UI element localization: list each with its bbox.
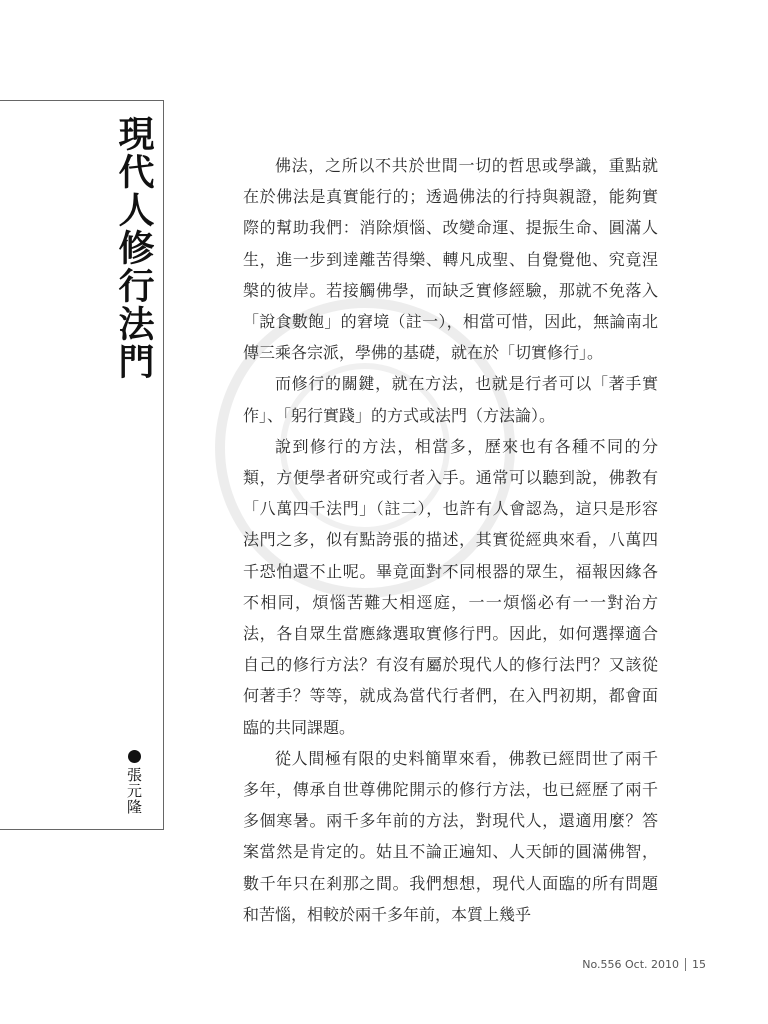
footer-divider (685, 958, 686, 971)
author-name: 張元隆 (125, 767, 143, 815)
paragraph: 而修行的關鍵，就在方法，也就是行者可以「著手實作」、「躬行實踐」的方式或法門（方法論）。 (243, 374, 658, 425)
paragraph: 說到修行的方法，相當多，歷來也有各種不同的分類，方便學者研究或行者入手。通常可以聽到說，佛教有「八萬四千法門」（註二），也許有人會認為，這只是形容法門之多，似有點誇張的描述，其實從經典來看，八萬四千恐怕還不止呢。畢竟面對不同根器的眾生，福報因緣各不相同，煩惱苦難大相逕庭，一一煩惱必有一一對治方法，各自眾生當應緣選取實修行門。因此，如何選擇適合自己的修行方法？有沒有屬於現代人的修行法門？又該從何著手？等等，就成為當代行者們，在入門初期，都會面臨的共同課題。 (243, 436, 658, 737)
page-number: 15 (692, 958, 706, 971)
author-block (124, 750, 145, 815)
article-title: 現代人修行法門 (113, 115, 154, 381)
article-body (243, 150, 658, 930)
page-footer (582, 958, 706, 971)
issue-info: No.556 Oct. 2010 (582, 958, 679, 971)
paragraph: 佛法，之所以不共於世間一切的哲思或學識，重點就在於佛法是真實能行的；透過佛法的行持與親證，能夠實際的幫助我們：消除煩惱、改變命運、提振生命、圓滿人生，進一步到達離苦得樂、轉凡成聖、自覺覺他、究竟涅槃的彼岸。若接觸佛學，而缺乏實修經驗，那就不免落入「說食數飽」的窘境（註一），相當可惜，因此，無論南北傳三乘各宗派，學佛的基礎，就在於「切實修行」。 (243, 156, 658, 363)
bullet-icon (128, 750, 141, 763)
paragraph: 從人間極有限的史料簡單來看，佛教已經問世了兩千多年，傳承自世尊佛陀開示的修行方法，也已經歷了兩千多個寒暑。兩千多年前的方法，對現代人，還適用麼？答案當然是肯定的。姑且不論正遍知、人天師的圓滿佛智，數千年只在剎那之間。我們想想，現代人面臨的所有問題和苦惱，相較於兩千多年前，本質上幾乎 (243, 748, 658, 924)
